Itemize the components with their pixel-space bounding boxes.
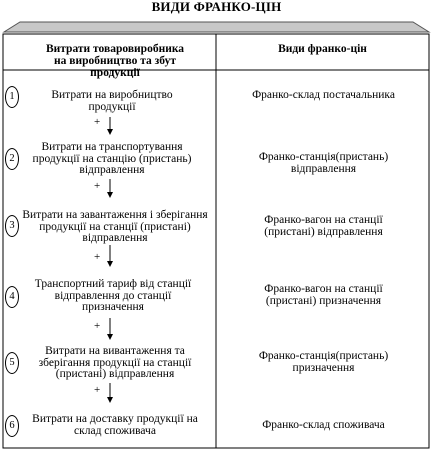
- arrow-2: [107, 179, 113, 198]
- arrow-4: [107, 318, 113, 340]
- arrow-5: [107, 383, 113, 403]
- cost-item-4: Транспортний тариф від станції відправлення до станції призначення: [34, 278, 192, 313]
- plus-sign-3: +: [94, 251, 101, 263]
- arrow-3: [107, 245, 113, 267]
- price-type-4: Франко-вагон на станції (пристані) призначення: [264, 283, 383, 307]
- cost-item-5: Витрати на вивантаження та зберігання продукції на станції (пристані) відправлення: [38, 345, 192, 380]
- plus-sign-1: +: [94, 116, 101, 128]
- plus-sign-5: +: [94, 384, 101, 396]
- header-left: Витрати товаровиробника на виробництво та збут продукції: [45, 43, 185, 79]
- step-number-5: 5: [5, 352, 19, 374]
- plus-sign-4: +: [94, 320, 101, 332]
- price-type-1: Франко-склад постачальника: [252, 89, 395, 101]
- diagram-title: ВИДИ ФРАНКО-ЦІН: [151, 0, 282, 14]
- step-number-6: 6: [5, 415, 19, 437]
- cost-item-2: Витрати на транспортування продукції на станцію (пристань) відправлення: [32, 141, 192, 176]
- step-number-4: 4: [5, 286, 19, 308]
- cost-item-1: Витрати на виробництво продукції: [51, 89, 173, 113]
- step-number-3: 3: [5, 215, 19, 237]
- header-right: Види франко-цін: [278, 43, 367, 55]
- price-type-5: Франко-станція(пристань) призначення: [258, 350, 389, 374]
- cost-item-6: Витрати на доставку продукції на склад споживача: [32, 413, 198, 437]
- price-type-6: Франко-склад споживача: [262, 419, 385, 431]
- arrow-1: [107, 117, 113, 135]
- plus-sign-2: +: [94, 180, 101, 192]
- step-number-2: 2: [5, 148, 19, 170]
- step-number-1: 1: [5, 86, 19, 108]
- roof-shape: [4, 22, 429, 32]
- cost-item-3: Витрати на завантаження і зберігання продукції на станції (пристані) відправлення: [22, 209, 208, 244]
- price-type-3: Франко-вагон на станції (пристані) відправлення: [264, 214, 383, 238]
- price-type-2: Франко-станція(пристань) відправлення: [258, 151, 389, 175]
